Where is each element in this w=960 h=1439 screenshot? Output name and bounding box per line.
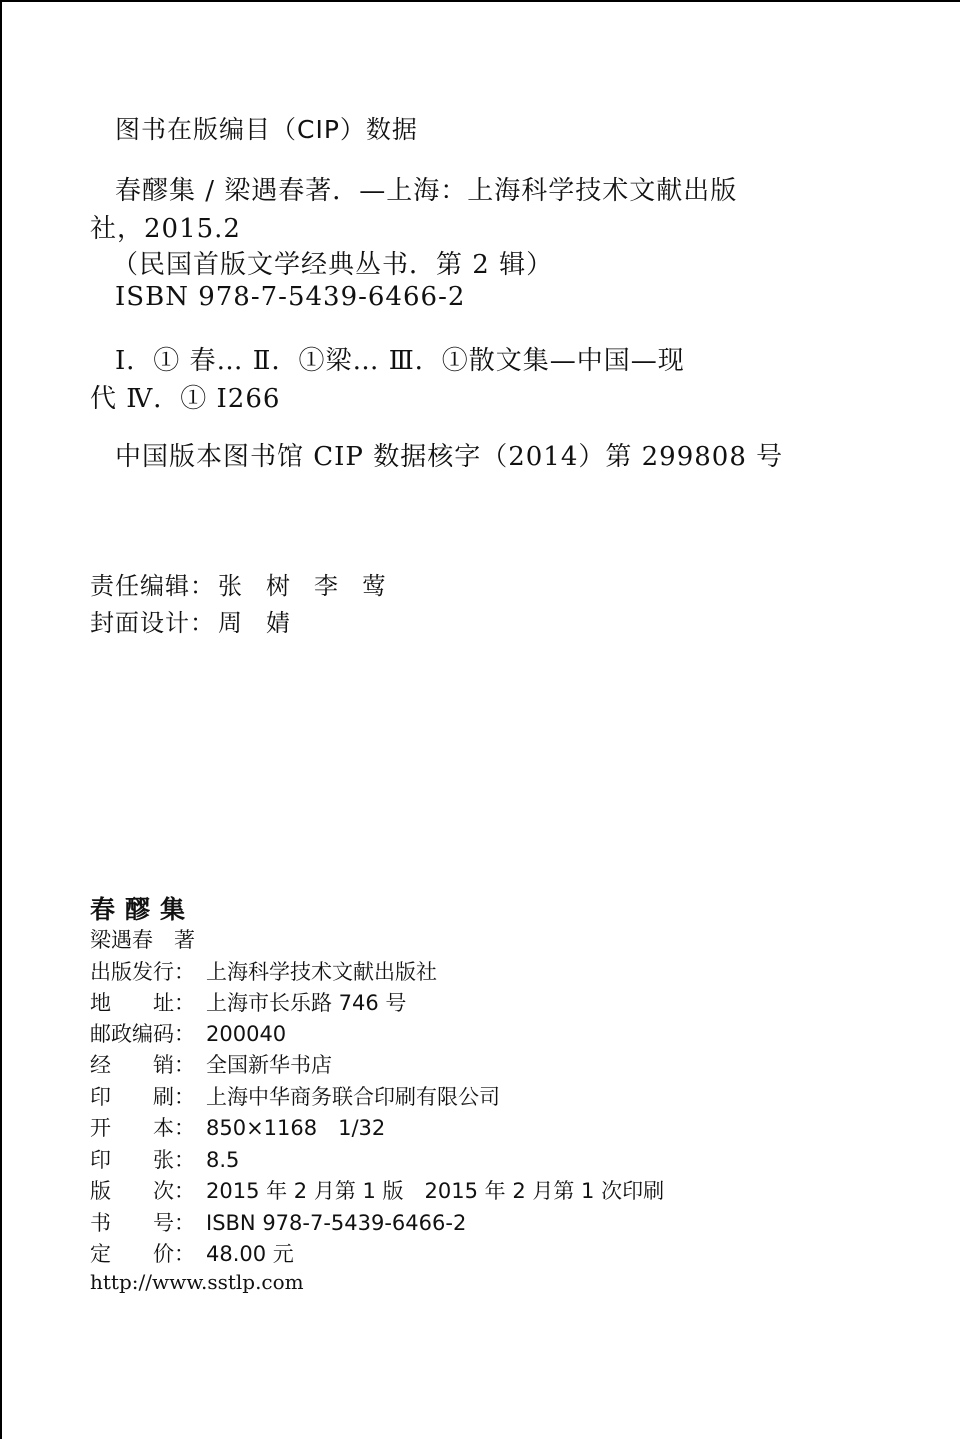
format-value: 850×1168 1/32 bbox=[206, 1116, 386, 1140]
isbn-value: ISBN 978-7-5439-6466-2 bbox=[206, 1211, 467, 1235]
editor-names: 张树李莺 bbox=[218, 572, 410, 600]
price-row bbox=[90, 1238, 294, 1268]
address-row bbox=[90, 987, 406, 1017]
publisher-value: 上海科学技术文献出版社 bbox=[206, 960, 437, 984]
isbn-row bbox=[90, 1207, 466, 1237]
edition-row bbox=[90, 1175, 664, 1205]
format-row bbox=[90, 1112, 385, 1142]
postcode-label: 邮政编码： bbox=[90, 1022, 195, 1046]
cover-design-names: 周婧 bbox=[218, 609, 314, 637]
editor-label: 责任编辑： bbox=[90, 572, 215, 600]
cip-line-series: （民国首版文学经典丛书．第 2 辑） bbox=[112, 250, 554, 280]
sheets-row bbox=[90, 1144, 239, 1174]
address-label: 地 址： bbox=[90, 991, 195, 1015]
publisher-label: 出版发行： bbox=[90, 960, 195, 984]
page-border-left bbox=[0, 0, 2, 1439]
format-label: 开 本： bbox=[90, 1116, 195, 1140]
page-border-top bbox=[0, 0, 960, 2]
distributor-label: 经 销： bbox=[90, 1053, 195, 1077]
printer-value: 上海中华商务联合印刷有限公司 bbox=[206, 1085, 500, 1109]
editor-credit bbox=[90, 566, 410, 601]
cip-heading: 图书在版编目（CIP）数据 bbox=[115, 115, 418, 144]
edition-label: 版 次： bbox=[90, 1179, 195, 1203]
distributor-row bbox=[90, 1049, 332, 1079]
isbn-label: 书 号： bbox=[90, 1211, 195, 1235]
printer-row bbox=[90, 1081, 500, 1111]
postcode-row bbox=[90, 1018, 286, 1048]
price-value: 48.00 元 bbox=[206, 1242, 294, 1266]
cip-line-isbn: ISBN 978-7-5439-6466-2 bbox=[115, 282, 466, 312]
cip-line-classification-2: 代 Ⅳ．① I266 bbox=[90, 384, 281, 414]
price-label: 定 价： bbox=[90, 1242, 195, 1266]
cip-line-classification-1: Ⅰ．① 春… Ⅱ．①梁… Ⅲ．①散文集—中国—现 bbox=[115, 346, 685, 376]
sheets-label: 印 张： bbox=[90, 1148, 195, 1172]
cip-line-record-number: 中国版本图书馆 CIP 数据核字（2014）第 299808 号 bbox=[115, 442, 784, 472]
publisher-website: http://www.sstlp.com bbox=[90, 1270, 304, 1294]
printer-label: 印 刷： bbox=[90, 1085, 195, 1109]
address-value: 上海市长乐路 746 号 bbox=[206, 991, 407, 1015]
publisher-row bbox=[90, 956, 437, 986]
cip-line-publisher-date: 社，2015.2 bbox=[90, 214, 241, 244]
distributor-value: 全国新华书店 bbox=[206, 1053, 332, 1077]
cip-line-title-author: 春醪集 / 梁遇春著．—上海：上海科学技术文献出版 bbox=[115, 176, 738, 206]
cover-design-label: 封面设计： bbox=[90, 609, 215, 637]
sheets-value: 8.5 bbox=[206, 1148, 240, 1172]
book-author: 梁遇春 著 bbox=[90, 928, 195, 952]
cover-design-credit bbox=[90, 603, 314, 638]
postcode-value: 200040 bbox=[206, 1022, 287, 1046]
book-title: 春醪集 bbox=[90, 895, 196, 924]
edition-value: 2015 年 2 月第 1 版 2015 年 2 月第 1 次印刷 bbox=[206, 1179, 665, 1203]
